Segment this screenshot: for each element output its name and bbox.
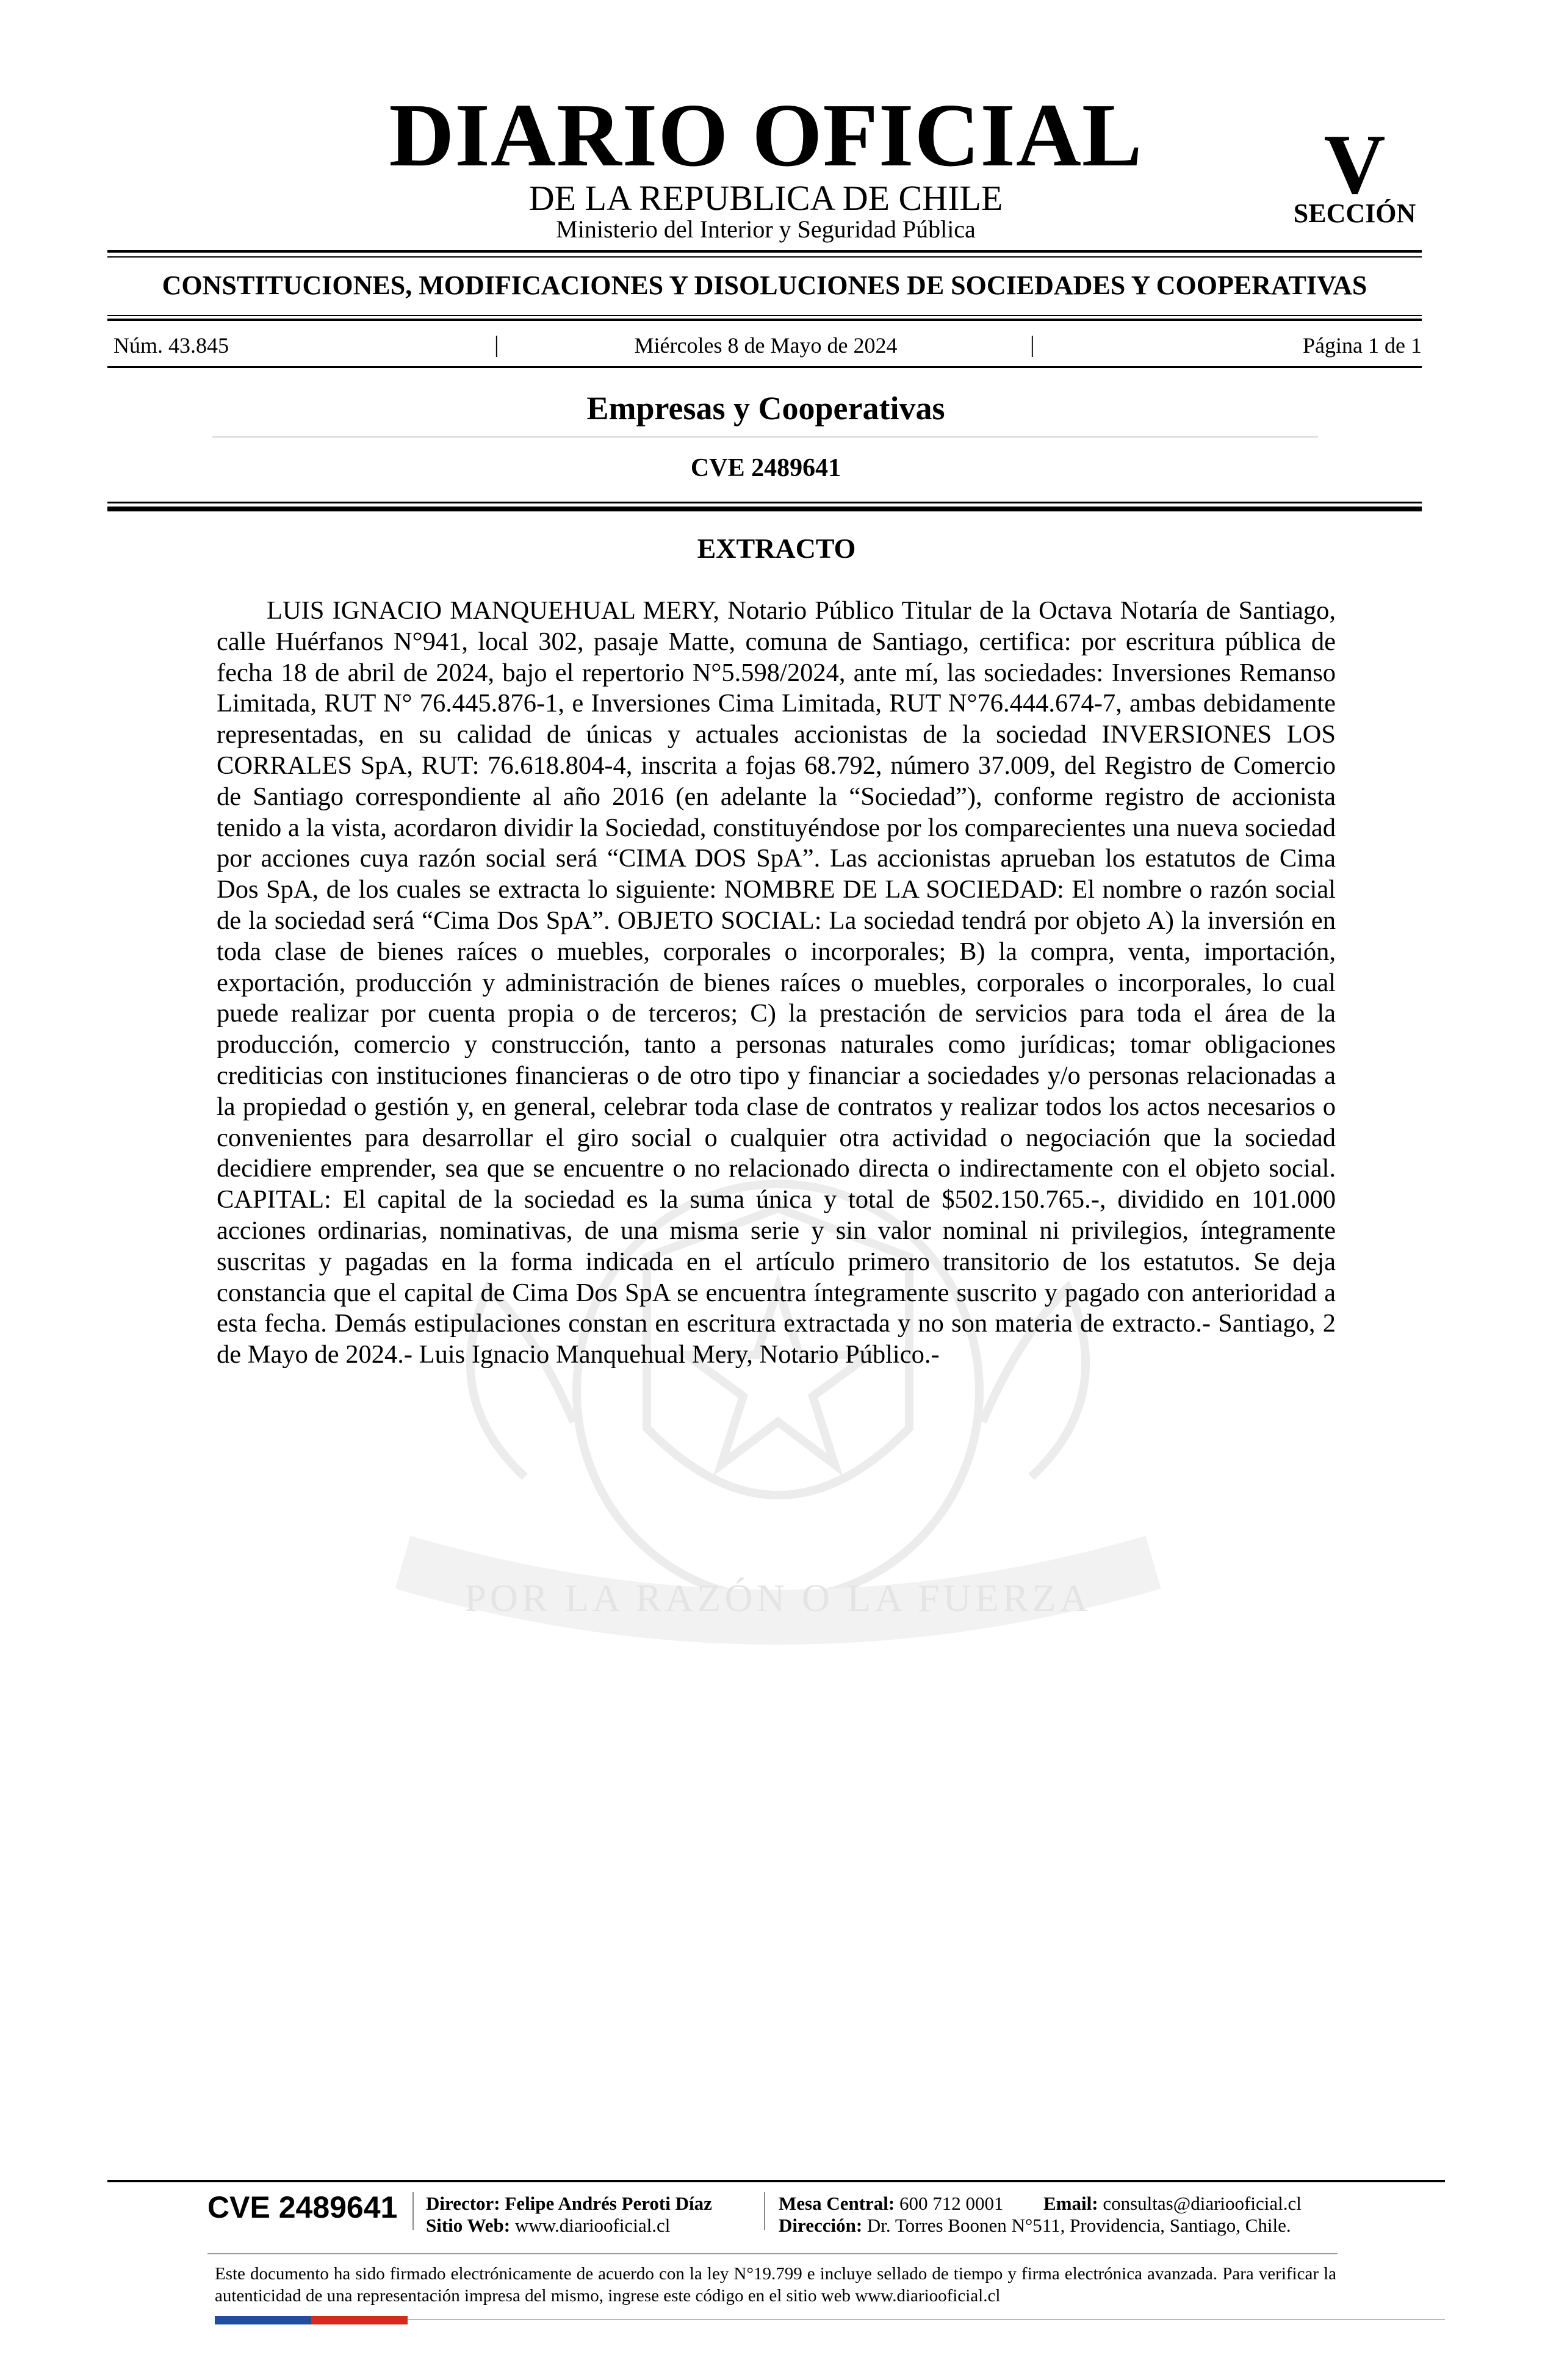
footer-bottom-rule bbox=[408, 2319, 1445, 2320]
issue-bar-rule bbox=[107, 366, 1422, 368]
footer-website-label: Sitio Web: bbox=[426, 2215, 511, 2236]
footer-divider bbox=[412, 2192, 414, 2230]
cve-code: CVE 2489641 bbox=[690, 454, 841, 482]
footer-address-label: Dirección: bbox=[779, 2215, 863, 2236]
footer-divider bbox=[764, 2192, 765, 2230]
section-heading-rule-thick bbox=[107, 319, 1422, 321]
footer-cve-code: CVE 2489641 bbox=[207, 2190, 398, 2224]
footer-website-link[interactable]: www.diariooficial.cl bbox=[514, 2215, 671, 2236]
footer-email-label: Email: bbox=[1043, 2193, 1098, 2214]
masthead-ministry: Ministerio del Interior y Seguridad Pública bbox=[556, 215, 976, 243]
header-rule-top-thin bbox=[107, 256, 1422, 258]
footer-email bbox=[1043, 2194, 1302, 2213]
issue-number: Núm. 43.845 bbox=[113, 333, 229, 358]
masthead-title: DIARIO OFICIAL bbox=[389, 85, 1143, 186]
category-title: Empresas y Cooperativas bbox=[586, 390, 945, 427]
section-heading-rule bbox=[107, 315, 1422, 316]
issue-separator: | bbox=[1030, 332, 1035, 358]
section-label: SECCIÓN bbox=[1293, 198, 1416, 228]
issue-page: Página 1 de 1 bbox=[1303, 333, 1422, 358]
document-type-heading: EXTRACTO bbox=[697, 533, 856, 564]
footer-address-value: Dr. Torres Boonen N°511, Providencia, Santiago, Chile. bbox=[866, 2215, 1291, 2236]
extract-body-text: LUIS IGNACIO MANQUEHUAL MERY, Notario Público Titular de la Octava Notaría de Santiago, calle Huérfanos N°941, local 302, pasaje Matte, comuna de Santiago, certifica: por escritura pública de fecha 18 de abril de 2024, bajo el repertorio N°5.598/2024, ante mí, las sociedades: Inversiones Remanso Limitada, RUT N° 76.445.876-1, e Inversiones Cima Limitada, RUT N°76.444.674-7, ambas debidamente representadas, en su calidad de únicas y actuales accionistas de la sociedad INVERSIONES LOS CORRALES SpA, RUT: 76.618.804-4, inscrita a fojas 68.792, número 37.009, del Registro de Comercio de Santiago correspondiente al año 2016 (en adelante la “Sociedad”), conforme registro de accionista tenido a la vista, acordaron dividir la Sociedad, constituyéndose por los comparecientes una nueva sociedad por acciones cuya razón social será “CIMA DOS SpA”. Las accionistas aprueban los estatutos de Cima Dos SpA, de los cuales se extracta lo siguiente: NOMBRE DE LA SOCIEDAD: El nombre o razón social de la sociedad será “Cima Dos SpA”. OBJETO SOCIAL: La sociedad tendrá por objeto A) la inversión en toda clase de bienes raíces o muebles, corporales o incorporales; B) la compra, venta, importación, exportación, producción y administración de bienes raíces o muebles, corporales o incorporales, lo cual puede realizar por cuenta propia o de terceros; C) la prestación de servicios para toda el área de la producción, comercio y construcción, tanto a personas naturales como jurídicas; tomar obligaciones crediticias con instituciones financieras o de otro tipo y financiar a sociedades y/o personas relacionadas a la propiedad o gestión y, en general, celebrar toda clase de contratos y realizar todos los actos necesarios o convenientes para desarrollar el giro social o cualquier otra actividad o negociación que la sociedad decidiere emprender, sea que se encuentre o no relacionado directa o indirectamente con el objeto social. CAPITAL: El capital de la sociedad es la suma única y total de $502.150.765.-, dividido en 101.000 acciones ordinarias, nominativas, de una misma serie y sin valor nominal ni privilegios, íntegramente suscritas y pagadas en la forma indicada en el artículo primero transitorio de los estatutos. Se deja constancia que el capital de Cima Dos SpA se encuentra íntegramente suscrito y pagado con anterioridad a esta fecha. Demás estipulaciones constan en escritura extractada y no son materia de extracto.- Santiago, 2 de Mayo de 2024.- Luis Ignacio Manquehual Mery, Notario Público.- bbox=[217, 596, 1336, 1369]
watermark-motto: POR LA RAZÓN O LA FUERZA bbox=[464, 1576, 1092, 1620]
footer-phone-label: Mesa Central: bbox=[779, 2193, 895, 2214]
footer-phone-value: 600 712 0001 bbox=[899, 2193, 1004, 2214]
footer-flag-stripe bbox=[215, 2316, 408, 2324]
category-underline bbox=[212, 436, 1318, 438]
footer-director-label: Director: bbox=[426, 2193, 500, 2214]
masthead-subtitle: DE LA REPUBLICA DE CHILE bbox=[528, 178, 1003, 218]
flag-blue-stripe bbox=[215, 2316, 311, 2324]
footer-director-value: Felipe Andrés Peroti Díaz bbox=[505, 2193, 712, 2214]
header-rule-top bbox=[107, 250, 1422, 253]
footer-authenticity-note: Este documento ha sido firmado electrónicamente de acuerdo con la ley N°19.799 e incluye sellado de tiempo y firma electrónica avanzada. Para verificar la autenticidad de una representación impresa del mismo, ingrese este código en el sitio web www.diariooficial.cl bbox=[215, 2264, 1336, 2306]
footer-email-link[interactable]: consultas@diariooficial.cl bbox=[1103, 2193, 1302, 2214]
issue-date: Miércoles 8 de Mayo de 2024 bbox=[634, 333, 898, 358]
section-letter: V bbox=[1324, 117, 1386, 212]
footer-rule bbox=[107, 2180, 1445, 2182]
footer-director bbox=[426, 2194, 712, 2213]
footer-website bbox=[426, 2216, 670, 2235]
flag-red-stripe bbox=[311, 2316, 408, 2324]
section-heading: CONSTITUCIONES, MODIFICACIONES Y DISOLUCIONES DE SOCIEDADES Y COOPERATIVAS bbox=[162, 270, 1367, 300]
footer-address bbox=[779, 2216, 1291, 2235]
issue-separator: | bbox=[494, 332, 499, 358]
cve-rule-thin bbox=[107, 502, 1422, 503]
footer-inner-rule bbox=[207, 2253, 1338, 2254]
footer-phone bbox=[779, 2194, 1004, 2213]
cve-rule-thick bbox=[107, 507, 1422, 511]
